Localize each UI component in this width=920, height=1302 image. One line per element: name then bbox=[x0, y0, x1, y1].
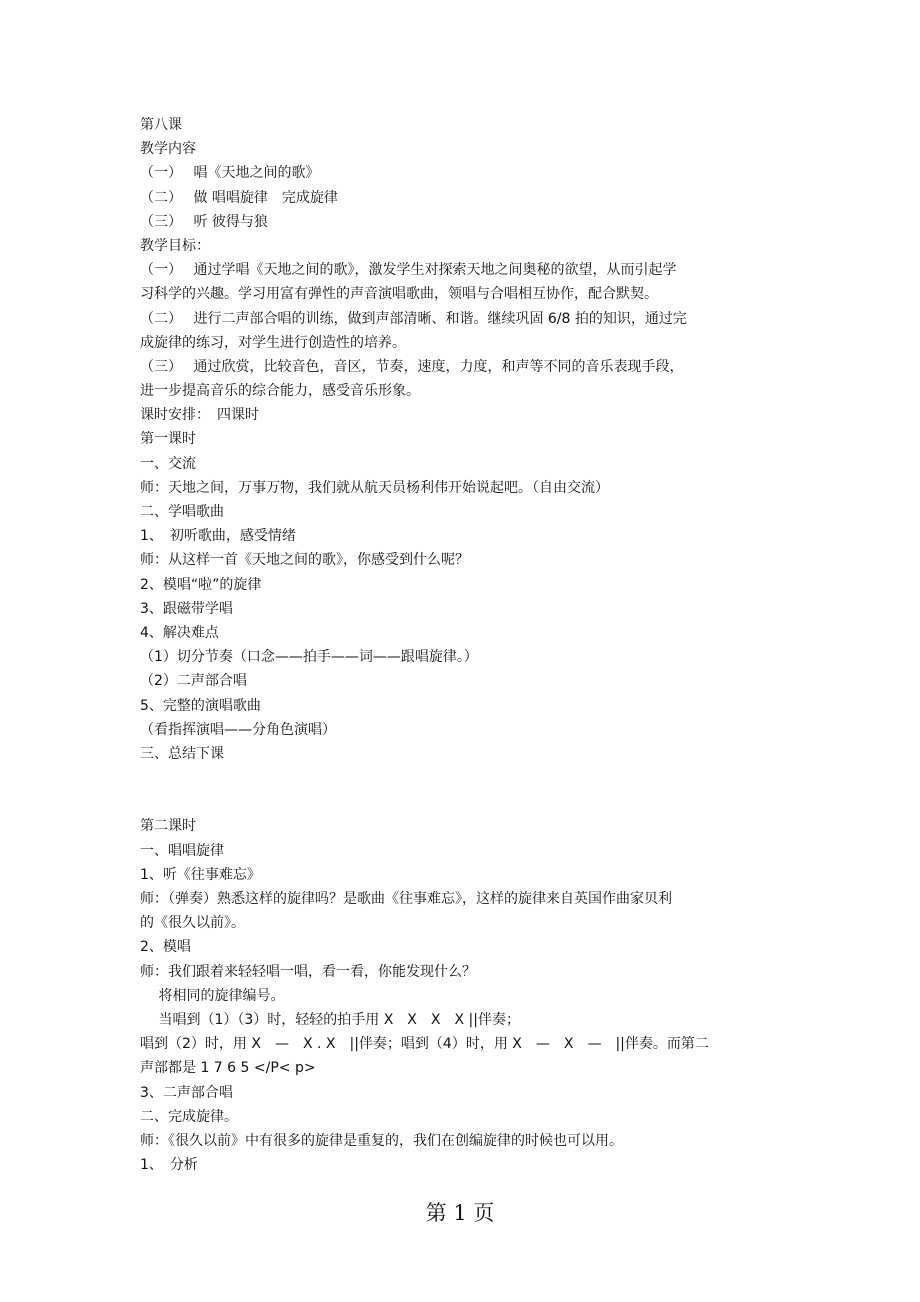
text-line: （一） 通过学唱《天地之间的歌》，激发学生对探索天地之间奥秘的欲望，从而引起学 bbox=[140, 262, 677, 279]
text-line: 第二课时 bbox=[140, 818, 196, 835]
text-line: 二、学唱歌曲 bbox=[140, 504, 224, 520]
text-line: 3、跟磁带学唱 bbox=[140, 600, 233, 617]
text-line: 2、模唱 bbox=[140, 939, 191, 956]
text-line: 成旋律的练习，对学生进行创造性的培养。 bbox=[140, 334, 406, 351]
text-line: （二） 做 唱唱旋律 完成旋律 bbox=[140, 189, 338, 206]
text-line: 教学内容 bbox=[140, 141, 196, 158]
blank-line bbox=[140, 766, 785, 790]
text-line: （二） 进行二声部合唱的训练，做到声部清晰、和谐。继续巩固 6/8 拍的知识，通过完 bbox=[140, 310, 687, 327]
text-line: 师：（弹奏）熟悉这样的旋律吗？是歌曲《往事难忘》，这样的旋律来自英国作曲家贝利 bbox=[140, 891, 672, 907]
text-line: 教学目标： bbox=[140, 237, 210, 254]
text-line: （三） 通过欣赏，比较音色，音区，节奏，速度，力度，和声等不同的音乐表现手段， bbox=[140, 358, 684, 375]
text-line: 课时安排： 四课时 bbox=[140, 407, 259, 424]
text-line: （2）二声部合唱 bbox=[140, 673, 247, 690]
text-line: 三、总结下课 bbox=[140, 745, 224, 762]
page-number: 第 1 页 bbox=[425, 1201, 495, 1225]
text-line: 第一课时 bbox=[140, 431, 196, 448]
text-line: 一、交流 bbox=[140, 455, 196, 472]
text-line: 二、完成旋律。 bbox=[140, 1108, 238, 1125]
text-line: 第八课 bbox=[140, 117, 182, 133]
text-line: 3、二声部合唱 bbox=[140, 1084, 233, 1101]
text-line: 师：天地之间，万事万物，我们就从航天员杨利伟开始说起吧。（自由交流） bbox=[140, 479, 609, 496]
text-line: 2、模唱“啦”的旋律 bbox=[140, 576, 262, 593]
text-line: 声部都是 1 7 6 5 </P< p> bbox=[140, 1060, 316, 1077]
text-line: 1、 初听歌曲，感受情绪 bbox=[140, 528, 296, 545]
text-line: 1、听《往事难忘》 bbox=[140, 866, 261, 883]
blank-line bbox=[140, 790, 785, 814]
text-line: （一） 唱《天地之间的歌》 bbox=[140, 165, 320, 182]
text-line: （三） 听 彼得与狼 bbox=[140, 213, 268, 230]
text-line: 的《很久以前》。 bbox=[140, 915, 245, 932]
text-line: （看指挥演唱——分角色演唱） bbox=[140, 721, 336, 738]
text-line: 习科学的兴趣。学习用富有弹性的声音演唱歌曲，领唱与合唱相互协作，配合默契。 bbox=[140, 286, 658, 303]
text-line: （1）切分节奏（口念——拍手——词——跟唱旋律。） bbox=[140, 649, 478, 666]
text-line: 当唱到（1）（3）时，轻轻的拍手用 X X X X ||伴奏； bbox=[140, 1011, 520, 1028]
text-line: 师：从这样一首《天地之间的歌》，你感受到什么呢？ bbox=[140, 552, 469, 569]
text-line: 4、解决难点 bbox=[140, 624, 219, 641]
text-line: 5、完整的演唱歌曲 bbox=[140, 697, 261, 714]
text-line: 将相同的旋律编号。 bbox=[140, 987, 285, 1004]
text-line: 1、 分析 bbox=[140, 1157, 198, 1174]
text-line: 进一步提高音乐的综合能力，感受音乐形象。 bbox=[140, 383, 420, 400]
text-line: 师：《很久以前》中有很多的旋律是重复的，我们在创编旋律的时候也可以用。 bbox=[140, 1132, 623, 1149]
text-line: 师：我们跟着来轻轻唱一唱，看一看，你能发现什么？ bbox=[140, 963, 476, 980]
document-body bbox=[140, 113, 785, 1177]
text-line: 一、唱唱旋律 bbox=[140, 842, 224, 859]
text-line: 唱到（2）时，用 X — X . X ||伴奏；唱到（4）时，用 X — X — ||伴奏。而第二 bbox=[140, 1036, 709, 1053]
